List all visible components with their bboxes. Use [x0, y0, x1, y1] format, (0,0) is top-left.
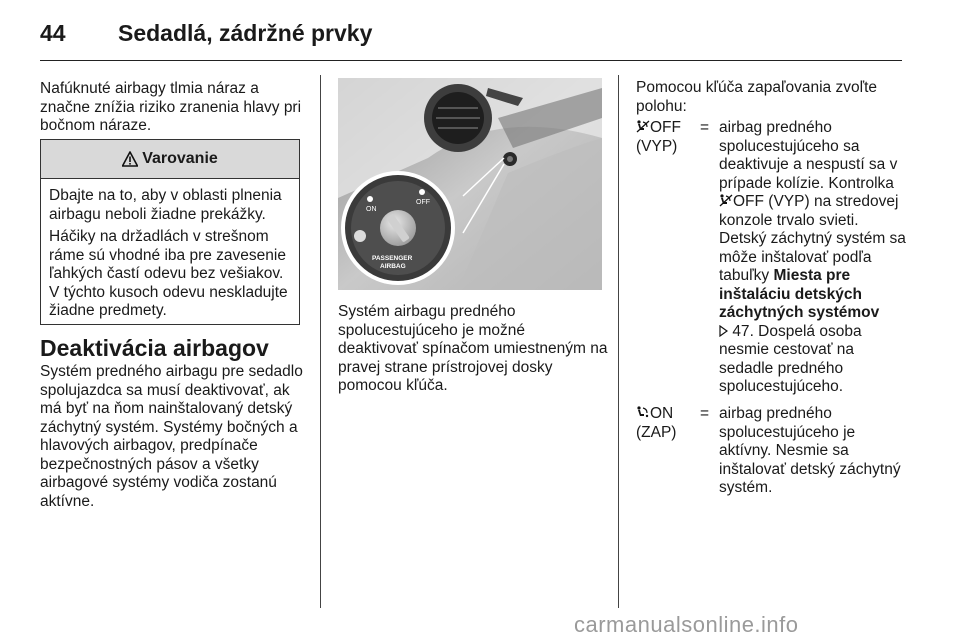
mode-off-label-line1: OFF	[650, 119, 681, 136]
warning-paragraph-2: Háčiky na držadlách v strešnom ráme sú vhodné iba pre zavesenie ľahkých častí odevu bez vešiakov. V týchto kusoch odevu neskladujte žiadne predmety.	[49, 228, 288, 319]
mode-on-label-line1: ON	[650, 405, 674, 422]
switch-off-label: OFF	[416, 199, 430, 206]
mode-off-label	[636, 119, 704, 156]
mode-on-label-line2: (ZAP)	[636, 423, 677, 441]
warning-body	[41, 179, 299, 321]
mode-off-desc-part3: . Dospelá osoba nesmie cestovať na sedadle predného spolucestujúceho.	[719, 322, 862, 395]
column-divider-2	[618, 75, 619, 608]
select-position-intro: Pomocou kľúča zapaľovania zvoľte polohu:	[636, 79, 878, 115]
mode-off-equals: =	[700, 119, 710, 136]
column-divider-1	[320, 75, 321, 608]
mode-off-description	[719, 119, 907, 397]
page-title: Sedadlá, zádržné prvky	[118, 20, 373, 46]
page-reference-icon	[719, 325, 728, 337]
warning-header	[41, 140, 299, 179]
mode-on-description: airbag predného spolucestujúceho je aktívny. Nesmie sa inštalovať detský záchytný systém.	[719, 405, 901, 496]
photo-caption: Systém airbagu predného spolucestujúceho je možné deaktivovať spínačom umiestneným na pravej strane prístrojovej dosky pomocou kľúča.	[338, 303, 608, 394]
page-number: 44	[40, 20, 66, 46]
mode-on-label	[636, 405, 704, 442]
warning-triangle-icon	[122, 151, 138, 167]
mode-off-desc-part1: airbag predného spolucestujúceho sa deaktivuje a nespustí sa v prípade kolízie. Kontrolka	[719, 119, 898, 192]
airbag-switch-photo	[338, 78, 602, 290]
switch-label-line2: AIRBAG	[380, 263, 406, 270]
switch-on-label: ON	[366, 206, 377, 213]
header-rule	[40, 60, 902, 61]
child-restraint-table-link[interactable]: Miesta pre inštaláciu detských záchytných systémov	[719, 267, 880, 321]
intro-paragraph: Nafúknuté airbagy tlmia náraz a značne znížia riziko zranenia hlavy pri bočnom náraze.	[40, 80, 302, 134]
mode-off-label-line2: (VYP)	[636, 137, 678, 155]
section-paragraph: Systém predného airbagu pre sedadlo spolujazdca sa musí deaktivovať, ak má byť na ňom nainštalovaný detský záchytný systém. Systémy bočných a hlavových airbagov, predpínače bezpečnostných pásov a všetky airbagové systémy vodiča zostanú aktívne.	[40, 363, 303, 510]
mode-off-desc-part2: OFF (VYP) na stredovej konzole trvalo svieti. Detský záchytný systém sa môže inštalovať podľa tabuľky	[719, 193, 906, 284]
airbag-on-icon	[636, 406, 650, 419]
warning-title: Varovanie	[142, 150, 218, 167]
page-reference-number[interactable]: 47	[732, 322, 750, 340]
airbag-off-icon	[636, 120, 650, 133]
section-heading: Deaktivácia airbagov	[40, 335, 269, 361]
warning-paragraph-1: Dbajte na to, aby v oblasti plnenia airbagu neboli žiadne prekážky.	[49, 187, 282, 223]
mode-on-equals: =	[700, 405, 710, 422]
switch-label-line1: PASSENGER	[372, 255, 413, 262]
airbag-off-indicator-icon	[719, 194, 733, 207]
warning-box	[40, 139, 300, 325]
watermark: carmanualsonline.info	[574, 612, 799, 637]
